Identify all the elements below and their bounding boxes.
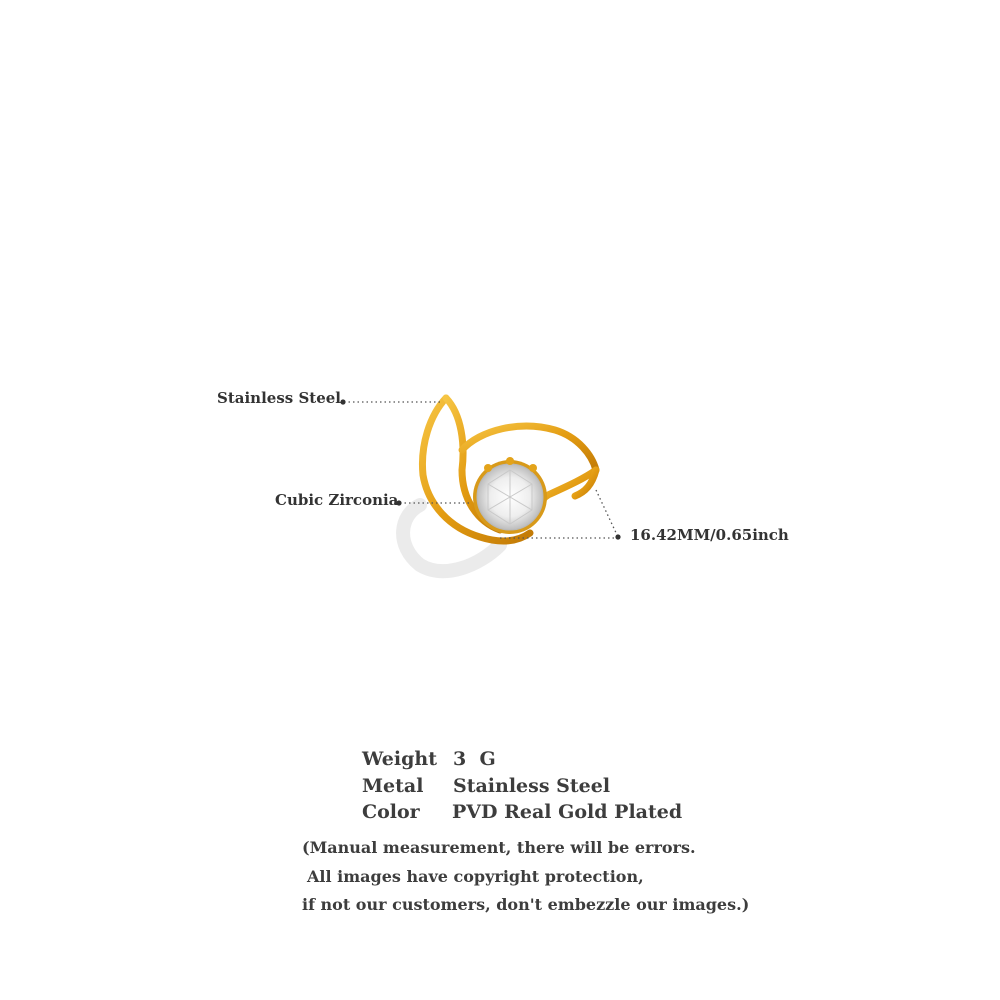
- weight-label: Weight: [362, 748, 437, 770]
- cubic-zirconia-stone: [473, 457, 547, 534]
- metal-value: Stainless Steel: [453, 774, 611, 797]
- disclaimer-line: All images have copyright protection,: [307, 866, 644, 886]
- stone-callout: Cubic Zirconia: [275, 491, 399, 509]
- material-callout: Stainless Steel: [217, 389, 341, 407]
- disclaimer-notes: [302, 834, 749, 920]
- size-callout: 16.42MM/0.65inch: [630, 526, 789, 544]
- metal-label: Metal: [362, 774, 424, 797]
- disclaimer-line: (Manual measurement, there will be errors.: [302, 838, 696, 857]
- weight-value: 3 G: [453, 748, 496, 770]
- color-label: Color: [362, 801, 420, 823]
- color-value: PVD Real Gold Plated: [452, 801, 683, 823]
- disclaimer-line: if not our customers, don't embezzle our images.): [302, 895, 750, 914]
